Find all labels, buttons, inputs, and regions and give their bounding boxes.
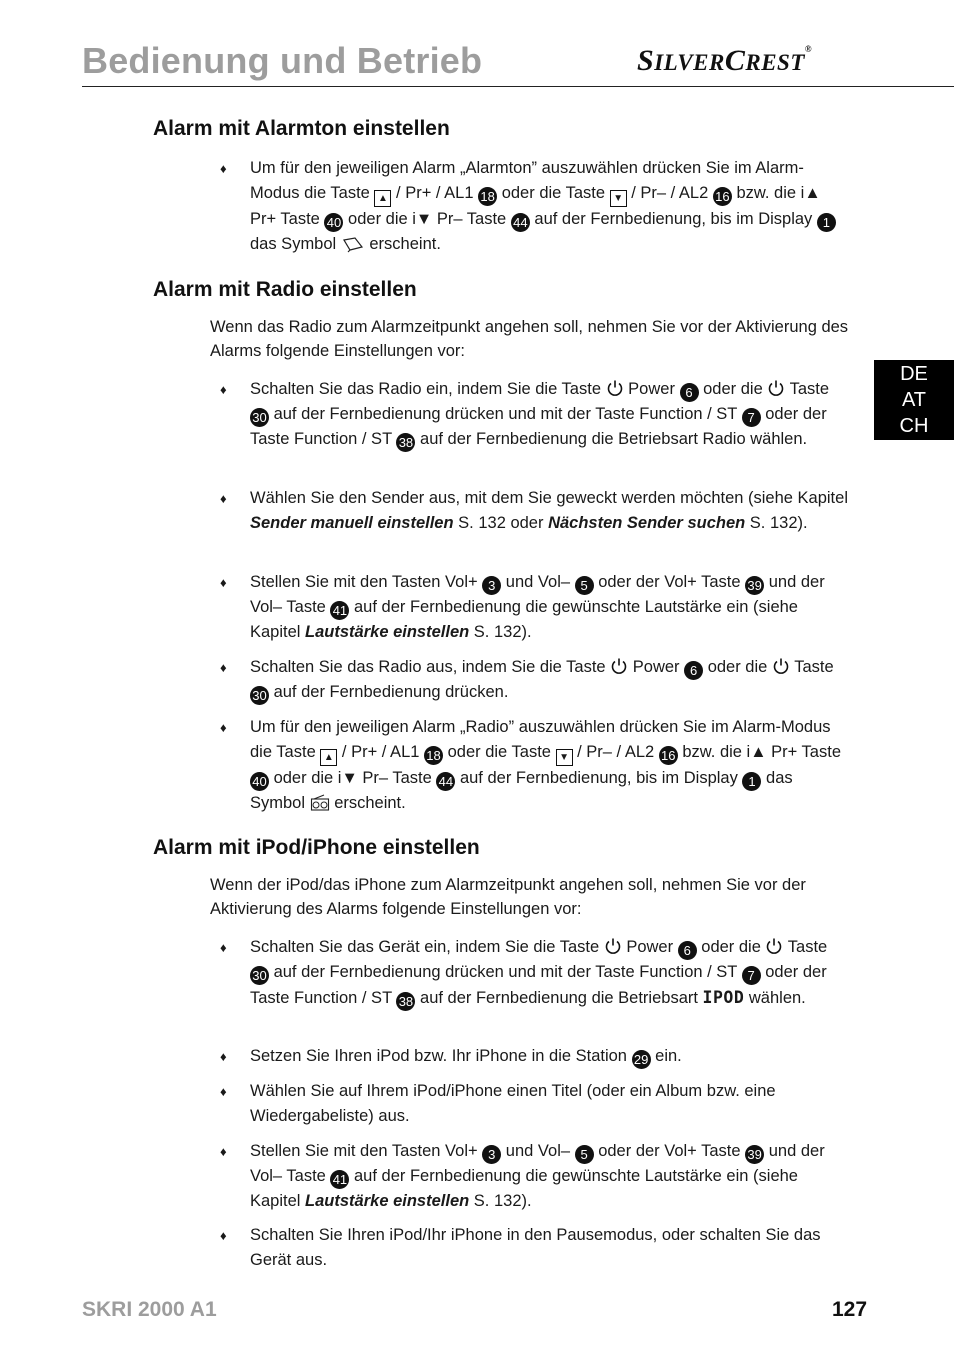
bullet-icon: ♦ [220, 1049, 227, 1064]
footer-model: SKRI 2000 A1 [82, 1298, 217, 1321]
power-icon [610, 657, 628, 675]
radio-icon [310, 794, 330, 812]
lang-at: AT [901, 389, 927, 411]
section-intro-ipod: Wenn der iPod/das iPhone zum Alarmzeitpunkt angehen soll, nehmen Sie vor der Aktivierung des Alarms folgende Einstellungen vor: [210, 876, 806, 918]
page-header [82, 40, 954, 87]
bullet-icon: ♦ [220, 382, 227, 397]
language-tab [874, 360, 954, 440]
power-icon [767, 379, 785, 397]
power-icon [604, 937, 622, 955]
bullet-icon: ♦ [220, 1228, 227, 1243]
power-icon [606, 379, 624, 397]
down-key-icon: ▼ [610, 190, 627, 207]
section-title-ipod: Alarm mit iPod/iPhone einstellen [153, 836, 480, 859]
power-icon [765, 937, 783, 955]
bullet-icon: ♦ [220, 491, 227, 506]
up-key-icon: ▲ [320, 749, 337, 766]
bullet-icon: ♦ [220, 720, 227, 735]
power-icon [772, 657, 790, 675]
ipod-display-symbol: IPOD [702, 988, 745, 1007]
lang-de: DE [900, 363, 928, 385]
section-intro-radio: Wenn das Radio zum Alarmzeitpunkt angehen soll, nehmen Sie vor der Aktivierung des Alarms folgende Einstellungen vor: [210, 318, 849, 360]
page-title: Bedienung und Betrieb [82, 40, 483, 81]
section-title-alarmton: Alarm mit Alarmton einstellen [153, 117, 450, 140]
down-key-icon: ▼ [556, 749, 573, 766]
bullet-icon: ♦ [220, 1084, 227, 1099]
lang-ch: CH [899, 415, 929, 437]
up-key-icon: ▲ [374, 190, 391, 207]
bullet-icon: ♦ [220, 660, 227, 675]
bullet-icon: ♦ [220, 575, 227, 590]
silvercrest-logo: SILVERCREST® [637, 44, 813, 77]
bullet-icon: ♦ [220, 161, 227, 176]
bullet-icon: ♦ [220, 1144, 227, 1159]
section-title-radio: Alarm mit Radio einstellen [153, 278, 417, 301]
bell-icon [341, 235, 365, 253]
bullet-icon: ♦ [220, 940, 227, 955]
page-number: 127 [832, 1298, 868, 1321]
